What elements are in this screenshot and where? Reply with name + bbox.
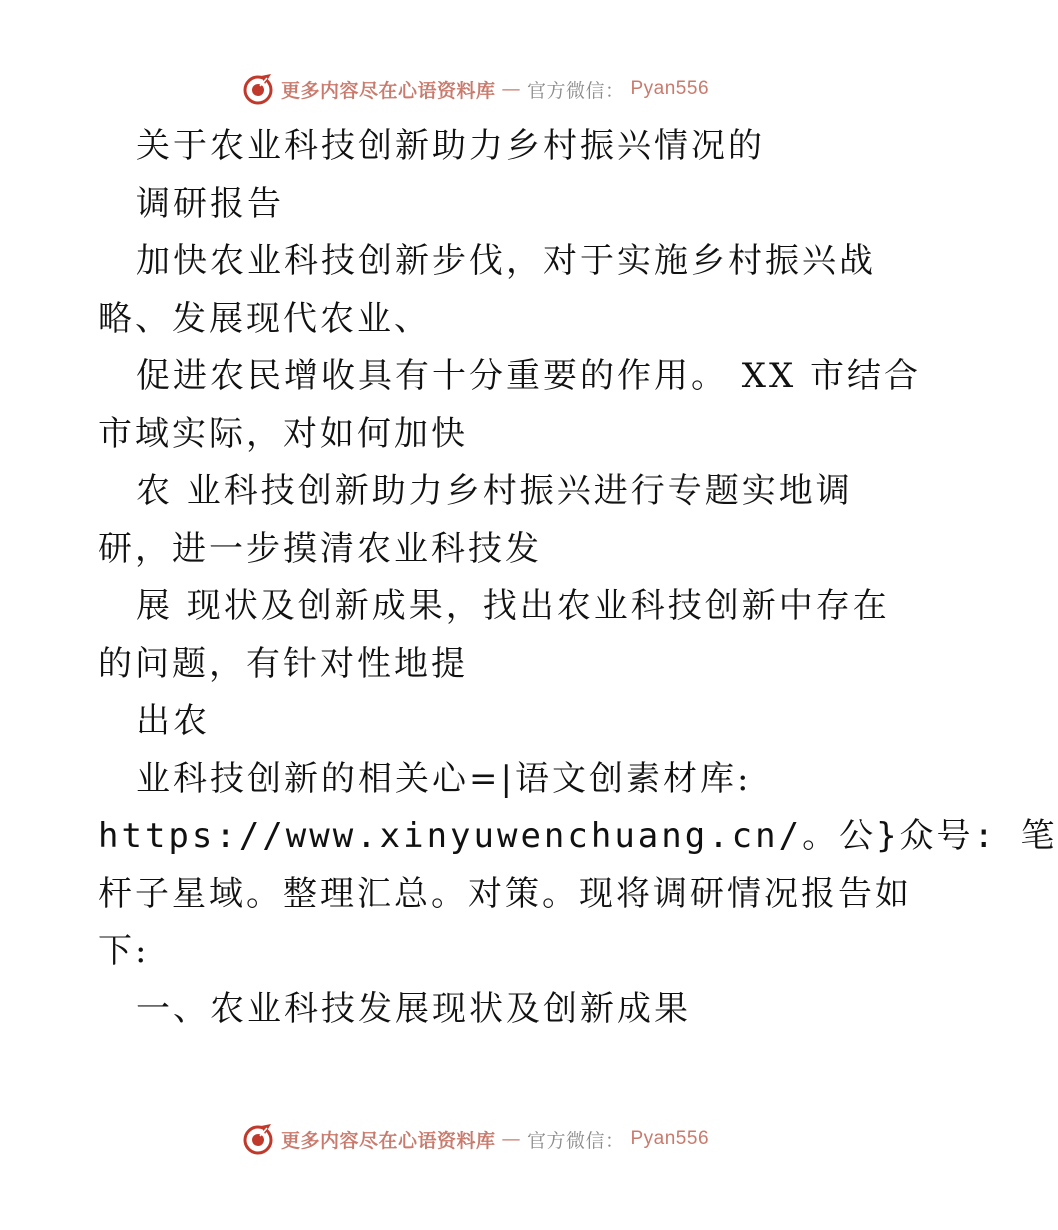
watermark-dash: — (501, 1128, 521, 1150)
paragraph-line: 杆子星域。整理汇总。对策。现将调研情况报告如 (98, 873, 912, 914)
document-body (98, 118, 1058, 1038)
watermark-left-text: 更多内容尽在心语资料库 (280, 79, 496, 102)
paragraph-line: 农 业科技创新助力乡村振兴进行专题实地调 (136, 471, 853, 511)
paragraph-line-url: https://www.xinyuwenchuang.cn/。公}众号: 笔 (98, 816, 1058, 856)
paragraph-line: 研，进一步摸清农业科技发 (98, 528, 542, 569)
quill-seal-icon (241, 1122, 275, 1156)
quill-seal-icon (241, 72, 275, 106)
watermark-footer (0, 1122, 950, 1156)
title-line-2: 调研报告 (136, 183, 284, 224)
watermark-dash: — (501, 78, 521, 100)
section-heading: 一、农业科技发展现状及创新成果 (136, 988, 691, 1029)
paragraph-line: 业科技创新的相关心=|语文创素材库: (136, 758, 752, 799)
paragraph-line: 的问题，有针对性地提 (98, 643, 468, 684)
paragraph-line: 下: (98, 931, 150, 971)
watermark-wechat-id: Pyan556 (630, 78, 710, 99)
paragraph-line: 略、发展现代农业、 (98, 298, 431, 339)
watermark-left-text: 更多内容尽在心语资料库 (280, 1129, 496, 1152)
watermark-wechat-id: Pyan556 (630, 1128, 710, 1149)
watermark-official-label: 官方微信： (526, 79, 625, 102)
paragraph-line: 促进农民增收具有十分重要的作用。 XX 市结合 (136, 356, 922, 396)
title-line-1: 关于农业科技创新助力乡村振兴情况的 (136, 126, 765, 166)
paragraph-line: 加快农业科技创新步伐，对于实施乡村振兴战 (136, 241, 876, 281)
paragraph-line: 出农 (136, 701, 210, 741)
watermark-official-label: 官方微信： (526, 1129, 625, 1152)
watermark-header (0, 72, 950, 106)
paragraph-line: 市域实际，对如何加快 (98, 413, 468, 454)
paragraph-line: 展 现状及创新成果，找出农业科技创新中存在 (136, 586, 890, 626)
